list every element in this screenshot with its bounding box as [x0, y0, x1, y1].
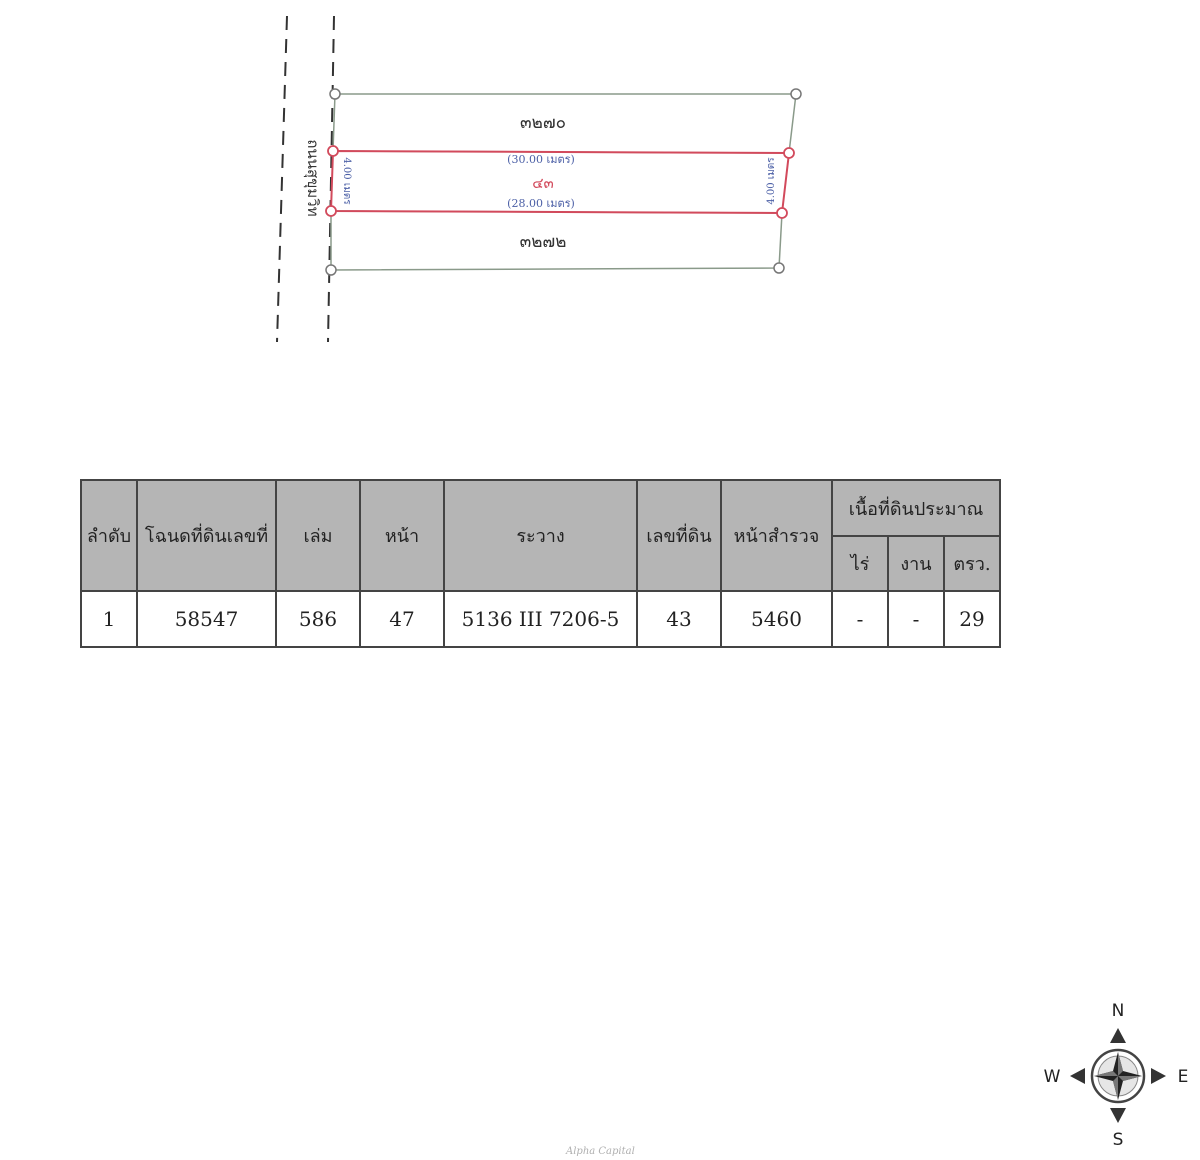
- bottom-length-label: (28.00 เมตร): [507, 197, 575, 210]
- east-arrow: [1151, 1068, 1166, 1084]
- cell-survey-page: 5460: [721, 591, 832, 647]
- header-land-no: เลขที่ดิน: [637, 480, 721, 591]
- compass-w-label: W: [1043, 1067, 1061, 1087]
- right-width-label: 4.00 เมตร: [766, 157, 777, 205]
- north-arrow: [1110, 1028, 1126, 1043]
- subject-corner-marker: [326, 206, 336, 216]
- cell-order: 1: [81, 591, 137, 647]
- cell-ngan: -: [888, 591, 944, 647]
- road-edge-left: [277, 16, 287, 342]
- header-ngan: งาน: [888, 536, 944, 591]
- south-arrow: [1110, 1108, 1126, 1123]
- north-parcel-number: ๓๒๗๐: [520, 113, 566, 133]
- cell-deed-no: 58547: [137, 591, 276, 647]
- corner-marker: [330, 89, 340, 99]
- road-edge-right: [328, 16, 334, 342]
- cell-book: 586: [276, 591, 360, 647]
- cell-land-no: 43: [637, 591, 721, 647]
- subject-parcel-number: ๔๓: [532, 174, 554, 192]
- header-survey-page: หน้าสำรวจ: [721, 480, 832, 591]
- corner-marker: [326, 265, 336, 275]
- corner-marker: [791, 89, 801, 99]
- subject-corner-marker: [328, 146, 338, 156]
- road-label: ถนนสุขุมวิท: [304, 139, 322, 217]
- header-book: เล่ม: [276, 480, 360, 591]
- compass-e-label: E: [1177, 1067, 1189, 1087]
- corner-marker: [774, 263, 784, 273]
- compass-s-label: S: [1112, 1130, 1124, 1150]
- top-length-label: (30.00 เมตร): [507, 153, 575, 166]
- subject-corner-marker: [777, 208, 787, 218]
- header-order: ลำดับ: [81, 480, 137, 591]
- header-sq-wa: ตรว.: [944, 536, 1000, 591]
- parcel-plan: [0, 0, 1200, 360]
- compass-n-label: N: [1111, 1001, 1125, 1021]
- header-page: หน้า: [360, 480, 444, 591]
- subject-corner-marker: [784, 148, 794, 158]
- table-row: [81, 591, 1000, 647]
- cell-sq-wa: 29: [944, 591, 1000, 647]
- cell-ravang: 5136 III 7206-5: [444, 591, 637, 647]
- compass-rose-icon: [1036, 998, 1196, 1153]
- header-deed-no: โฉนดที่ดินเลขที่: [137, 480, 276, 591]
- west-arrow: [1070, 1068, 1085, 1084]
- watermark: Alpha Capital: [566, 1146, 635, 1157]
- cell-rai: -: [832, 591, 888, 647]
- left-width-label: 4.00 เมตร: [341, 157, 352, 205]
- header-area-group: เนื้อที่ดินประมาณ: [832, 480, 1000, 536]
- south-parcel-number: ๓๒๗๒: [519, 232, 567, 252]
- land-deed-table: [80, 479, 1001, 648]
- header-ravang: ระวาง: [444, 480, 637, 591]
- cell-page: 47: [360, 591, 444, 647]
- header-rai: ไร่: [832, 536, 888, 591]
